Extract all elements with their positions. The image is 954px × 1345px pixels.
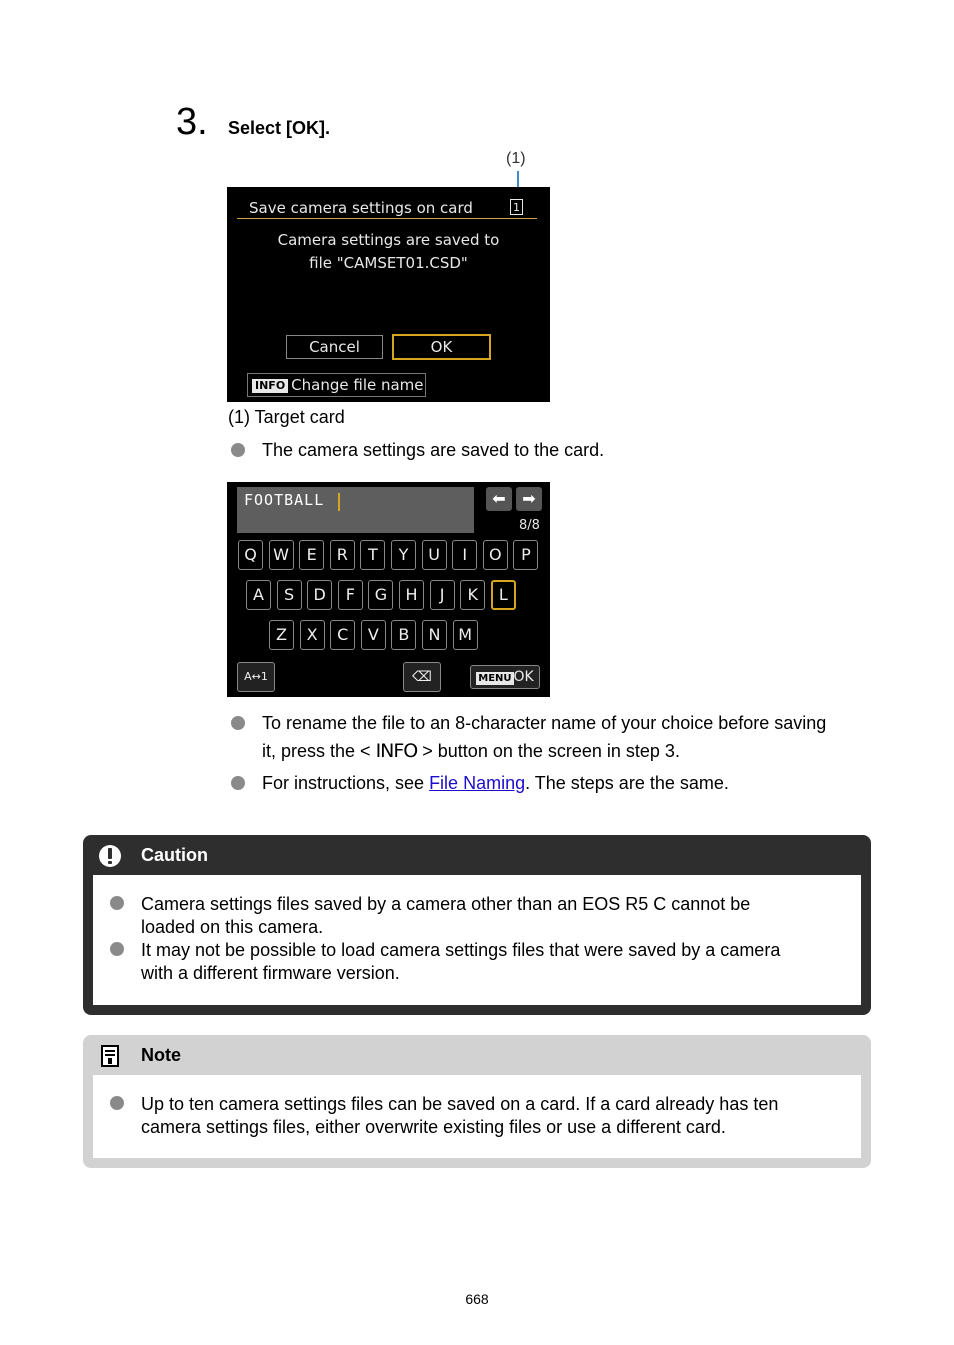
bullet-icon: [231, 776, 245, 790]
change-file-name-label: Change file name: [291, 376, 424, 394]
change-file-name-button[interactable]: [247, 373, 426, 397]
key-a[interactable]: A: [246, 580, 271, 610]
caution-item: [141, 939, 841, 985]
key-n[interactable]: N: [422, 620, 447, 650]
bullet-text: The camera settings are saved to the card.: [262, 440, 605, 460]
card-slot-icon: 1: [510, 199, 523, 215]
mode-switch-button[interactable]: A↔1: [237, 662, 275, 692]
key-e[interactable]: E: [299, 540, 324, 570]
key-u[interactable]: U: [422, 540, 447, 570]
text-cursor: [338, 493, 340, 511]
menu-ok-label: OK: [513, 669, 534, 685]
key-v[interactable]: V: [361, 620, 386, 650]
key-g[interactable]: G: [368, 580, 393, 610]
key-h[interactable]: H: [399, 580, 424, 610]
header-divider: [237, 218, 537, 219]
bullet-icon: [231, 443, 245, 457]
keyboard-screen: [227, 482, 550, 697]
step-title: Select [OK].: [228, 118, 331, 138]
bullet-icon: [231, 716, 245, 730]
bullet-prefix: For instructions, see: [262, 773, 430, 793]
menu-ok-button[interactable]: [470, 665, 540, 689]
bullet-line-1: To rename the file to an 8-character name of your choice before saving: [262, 713, 827, 733]
save-settings-screen: [227, 187, 550, 402]
key-c[interactable]: C: [330, 620, 355, 650]
caution-icon: [98, 844, 122, 868]
key-s[interactable]: S: [277, 580, 302, 610]
note-content: [93, 1075, 861, 1158]
key-t[interactable]: T: [360, 540, 385, 570]
cancel-button[interactable]: Cancel: [286, 335, 383, 359]
bullet-suffix: . The steps are the same.: [525, 773, 729, 793]
note-item-line: Up to ten camera settings files can be saved on a card. If a card already has ten: [141, 1094, 779, 1114]
character-count: 8/8: [519, 518, 540, 533]
menu-tag: MENU: [478, 673, 512, 684]
note-box: [83, 1035, 871, 1168]
arrow-right-icon[interactable]: ➡: [516, 487, 542, 511]
key-y[interactable]: Y: [391, 540, 416, 570]
key-j[interactable]: J: [430, 580, 455, 610]
message-line-1: Camera settings are saved to: [277, 231, 500, 249]
key-i[interactable]: I: [452, 540, 477, 570]
callout-label: (1): [506, 150, 526, 167]
bullet-text: [262, 769, 729, 797]
key-b[interactable]: B: [391, 620, 416, 650]
key-o[interactable]: O: [483, 540, 508, 570]
note-item-line: camera settings files, either overwrite existing files or use a different card.: [141, 1117, 726, 1137]
bullet-icon: [110, 1096, 124, 1110]
info-tag: INFO: [252, 379, 288, 393]
note-item: [141, 1093, 841, 1139]
bullet-suffix: > button on the screen in step 3.: [417, 741, 680, 761]
bullet-line-2: [262, 737, 826, 765]
file-name-input[interactable]: [237, 487, 474, 533]
bullet-text: [262, 709, 826, 765]
backspace-icon[interactable]: ⌫: [403, 662, 441, 692]
message-line-2: file "CAMSET01.CSD": [309, 254, 468, 272]
caution-item: [141, 893, 841, 939]
page-number: 668: [465, 1291, 489, 1307]
note-icon: [100, 1044, 120, 1068]
screen-message: [227, 229, 550, 275]
bullet-icon: [110, 896, 124, 910]
step-number: 3.: [176, 101, 208, 143]
key-r[interactable]: R: [330, 540, 355, 570]
key-l[interactable]: L: [491, 580, 516, 610]
key-z[interactable]: Z: [269, 620, 294, 650]
key-q[interactable]: Q: [238, 540, 263, 570]
caution-content: [93, 875, 861, 1005]
bullet-icon: [110, 942, 124, 956]
ok-button[interactable]: OK: [392, 334, 491, 360]
caution-box: [83, 835, 871, 1015]
note-title: Note: [141, 1045, 181, 1065]
figure-caption: (1) Target card: [228, 407, 345, 427]
bullet-prefix: it, press the <: [262, 741, 376, 761]
info-button-symbol: INFO: [375, 740, 418, 762]
caution-item-line: loaded on this camera.: [141, 917, 324, 937]
caution-item-line: with a different firmware version.: [141, 963, 400, 983]
key-k[interactable]: K: [460, 580, 485, 610]
caution-title: Caution: [141, 845, 208, 865]
screen-header: Save camera settings on card: [249, 199, 473, 217]
key-w[interactable]: W: [269, 540, 294, 570]
caution-item-line: It may not be possible to load camera settings files that were saved by a camera: [141, 940, 781, 960]
caution-item-line: Camera settings files saved by a camera other than an EOS R5 C cannot be: [141, 894, 751, 914]
key-d[interactable]: D: [307, 580, 332, 610]
key-x[interactable]: X: [300, 620, 325, 650]
file-naming-link[interactable]: File Naming: [429, 773, 526, 793]
arrow-left-icon[interactable]: ⬅: [486, 487, 512, 511]
key-m[interactable]: M: [453, 620, 478, 650]
key-f[interactable]: F: [338, 580, 363, 610]
input-value: FOOTBALL: [244, 491, 325, 509]
key-p[interactable]: P: [513, 540, 538, 570]
